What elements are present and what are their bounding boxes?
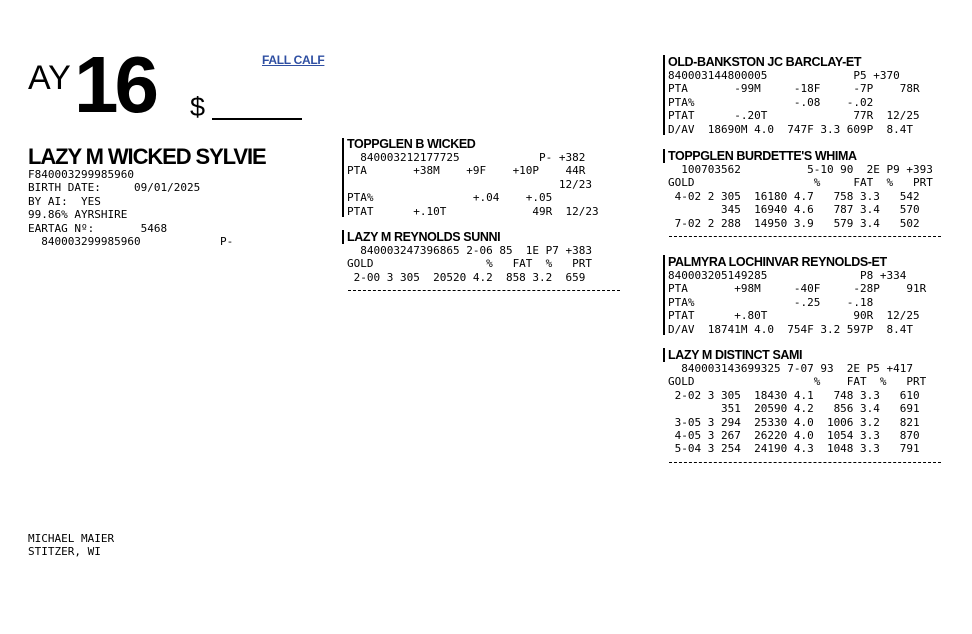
dam-name: LAZY M REYNOLDS SUNNI xyxy=(347,230,501,244)
by-ai: BY AI: YES xyxy=(28,194,101,208)
sire-line: 12/23 xyxy=(347,177,593,191)
sire-dam-line: 345 16940 4.6 787 3.4 570 xyxy=(668,203,920,217)
sire-sire-line: PTAT -.20T 77R 12/25 xyxy=(668,109,920,123)
sire-dam-line: GOLD % FAT % PRT xyxy=(668,176,933,190)
consignor xyxy=(28,532,114,559)
dam-dam-line: 351 20590 4.2 856 3.4 691 xyxy=(668,402,920,416)
dam-line: 2-00 3 305 20520 4.2 858 3.2 659 xyxy=(347,270,586,284)
category-label[interactable]: FALL CALF xyxy=(262,53,325,67)
dam-sire-line: PTAT +.80T 90R 12/25 xyxy=(668,309,920,323)
pedigree-bracket-dam xyxy=(342,230,344,244)
consignor-location: STITZER, WI xyxy=(28,545,101,559)
sire-line: PTAT +.10T 49R 12/23 xyxy=(347,204,599,218)
dam-dam-line: 4-05 3 267 26220 4.0 1054 3.3 870 xyxy=(668,429,920,443)
dam-dam-divider xyxy=(669,462,941,463)
sire-sire-line: D/AV 18690M 4.0 747F 3.3 609P 8.4T xyxy=(668,122,914,136)
dam-sire-line: PTA% -.25 -.18 xyxy=(668,295,874,309)
lot-number: 16 xyxy=(74,40,155,129)
animal-name: LAZY M WICKED SYLVIE xyxy=(28,144,266,169)
sire-dam-name: TOPPGLEN BURDETTE'S WHIMA xyxy=(668,149,857,163)
pedigree-bracket-sire-sire xyxy=(663,55,665,135)
sire-block xyxy=(347,137,599,218)
sire-line: PTA +38M +9F +10P 44R xyxy=(347,164,586,178)
dam-dam-line: 5-04 3 254 24190 4.3 1048 3.3 791 xyxy=(668,442,920,456)
eartag: EARTAG Nº: 5468 xyxy=(28,221,168,235)
animal-details xyxy=(28,168,233,248)
sire-dam-line: 7-02 2 288 14950 3.9 579 3.4 502 xyxy=(668,216,920,230)
dam-dam-name: LAZY M DISTINCT SAMI xyxy=(668,348,803,362)
pedigree-bracket-dam-sire xyxy=(663,255,665,335)
dam-sire-line: D/AV 18741M 4.0 754F 3.2 597P 8.4T xyxy=(668,322,914,336)
dam-divider xyxy=(348,290,620,291)
dam-sire-block xyxy=(668,255,926,336)
breed-percentage: 99.86% AYRSHIRE xyxy=(28,208,128,222)
pedigree-bracket-sire-dam xyxy=(663,149,665,163)
dam-sire-name: PALMYRA LOCHINVAR REYNOLDS-ET xyxy=(668,255,887,269)
dam-sire-line: PTA +98M -40F -28P 91R xyxy=(668,282,927,296)
price-symbol: $ xyxy=(190,92,206,122)
sire-line: 840003212177725 P- +382 xyxy=(347,151,586,164)
dam-dam-line: GOLD % FAT % PRT xyxy=(668,375,927,389)
dam-line: GOLD % FAT % PRT xyxy=(347,257,593,271)
dam-sire-line: 840003205149285 P8 +334 xyxy=(668,269,907,282)
sire-sire-line: PTA -99M -18F -7P 78R xyxy=(668,82,920,96)
sire-dam-divider xyxy=(669,236,941,237)
pedigree-bracket-dam-dam xyxy=(663,348,665,362)
dam-block xyxy=(347,230,592,284)
lot-prefix: AY xyxy=(28,59,71,97)
sire-line: PTA% +.04 +.05 xyxy=(347,191,553,205)
dam-dam-line: 840003143699325 7-07 93 2E P5 +417 xyxy=(668,362,914,375)
sire-dam-line: 4-02 2 305 16180 4.7 758 3.3 542 xyxy=(668,189,920,203)
sire-sire-name: OLD-BANKSTON JC BARCLAY-ET xyxy=(668,55,862,69)
consignor-name: MICHAEL MAIER xyxy=(28,532,115,545)
registration-number: F840003299985960 xyxy=(28,168,134,181)
price-field xyxy=(190,92,302,122)
sire-name: TOPPGLEN B WICKED xyxy=(347,137,476,151)
pedigree-bracket-sire xyxy=(342,138,344,217)
dam-dam-block xyxy=(668,348,926,456)
sire-sire-line: 840003144800005 P5 +370 xyxy=(668,69,900,82)
sire-dam-line: 100703562 5-10 90 2E P9 +393 xyxy=(668,163,933,176)
dam-dam-line: 2-02 3 305 18430 4.1 748 3.3 610 xyxy=(668,388,920,402)
eartag-id: 840003299985960 P- xyxy=(28,235,234,249)
dam-line: 840003247396865 2-06 85 1E P7 +383 xyxy=(347,244,593,257)
sire-dam-block xyxy=(668,149,933,230)
birth-date: BIRTH DATE: 09/01/2025 xyxy=(28,181,201,195)
sire-sire-line: PTA% -.08 -.02 xyxy=(668,95,874,109)
sire-sire-block xyxy=(668,55,920,136)
price-blank-line xyxy=(212,118,302,120)
dam-dam-line: 3-05 3 294 25330 4.0 1006 3.2 821 xyxy=(668,415,920,429)
